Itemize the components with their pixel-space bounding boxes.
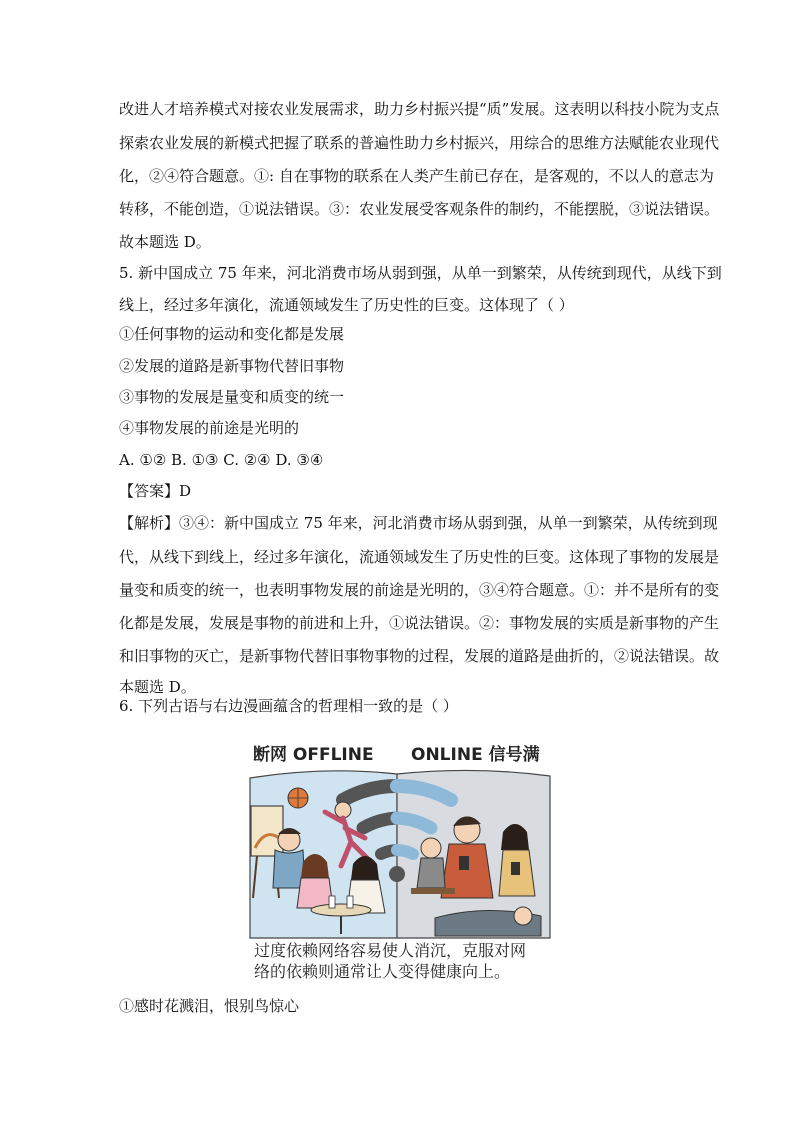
question-6-option: ①感时花溅泪，恨别鸟惊心 [119,997,300,1015]
analysis-line: 【解析】③④：新中国成立 75 年来，河北消费市场从弱到强，从单一到繁荣，从传统到现 [119,514,718,532]
paragraph-line: 探索农业发展的新模式把握了联系的普遍性助力乡村振兴，用综合的思维方法赋能农业现代 [119,134,720,152]
paragraph-line: 化，②④符合题意。①: 自在事物的联系在人类产生前已存在，是客观的，不以人的意志为 [119,167,714,185]
lying-person-head [514,907,532,925]
boy-body [417,858,445,888]
paragraph-line: 故本题选 D。 [119,233,211,251]
question-6-stem: 6. 下列古语与右边漫画蕴含的哲理相一致的是（ ） [119,697,458,715]
phone-icon [459,856,469,870]
wifi-arc-icon [397,850,413,854]
girl-body [297,878,333,908]
analysis-line: 代，从线下到线上，经过多年演化，流通领域发生了历史性的巨变。这体现了事物的发展是 [119,548,720,566]
boy-head [421,838,441,858]
question-5-option: ①任何事物的运动和变化都是发展 [119,325,345,343]
easel-canvas-icon [251,806,283,856]
analysis-line: 和旧事物的灭亡，是新事物代替旧事物事物的过程，发展的道路是曲折的，②说法错误。故 [119,647,720,665]
desk-icon [411,888,455,894]
question-5-option: ②发展的道路是新事物代替旧事物 [119,357,345,375]
paragraph-line: 转移，不能创造，①说法错误。③：农业发展受客观条件的制约，不能摆脱，③说法错误。 [119,200,720,218]
cafe-table [311,904,371,916]
cup-icon [347,896,353,908]
offline-label: 断网 OFFLINE [253,745,374,765]
analysis-line: 化都是发展，发展是事物的前进和上升，①说法错误。②：事物发展的实质是新事物的产生 [119,614,720,632]
question-5-stem: 5. 新中国成立 75 年来，河北消费市场从弱到强，从单一到繁荣，从传统到现代，从线下到 [119,264,722,282]
phone-icon [511,862,520,875]
wifi-dot-icon [389,866,405,882]
figure-caption: 络的依赖则通常让人变得健康向上。 [254,962,511,981]
paragraph-line: 改进人才培养模式对接农业发展需求，助力乡村振兴提“质”发展。这表明以科技小院为支点 [119,100,720,118]
cup-icon [329,896,335,908]
question-5-answer: 【答案】D [119,482,192,500]
figure-caption: 过度依赖网络容易使人消沉，克服对网 [254,941,527,960]
question-5-stem: 线上，经过多年演化，流通领域发生了历史性的巨变。这体现了（ ） [119,296,574,314]
analysis-line: 量变和质变的统一，也表明事物发展的前途是光明的，③④符合题意。①：并不是所有的变 [119,581,720,599]
analysis-line: 本题选 D。 [119,678,196,696]
question-5-option: ④事物发展的前途是光明的 [119,419,300,437]
question-5-option: ③事物的发展是量变和质变的统一 [119,388,345,406]
online-label: ONLINE 信号满 [411,745,540,765]
question-5-choices: A. ①② B. ①③ C. ②④ D. ③④ [119,451,324,469]
